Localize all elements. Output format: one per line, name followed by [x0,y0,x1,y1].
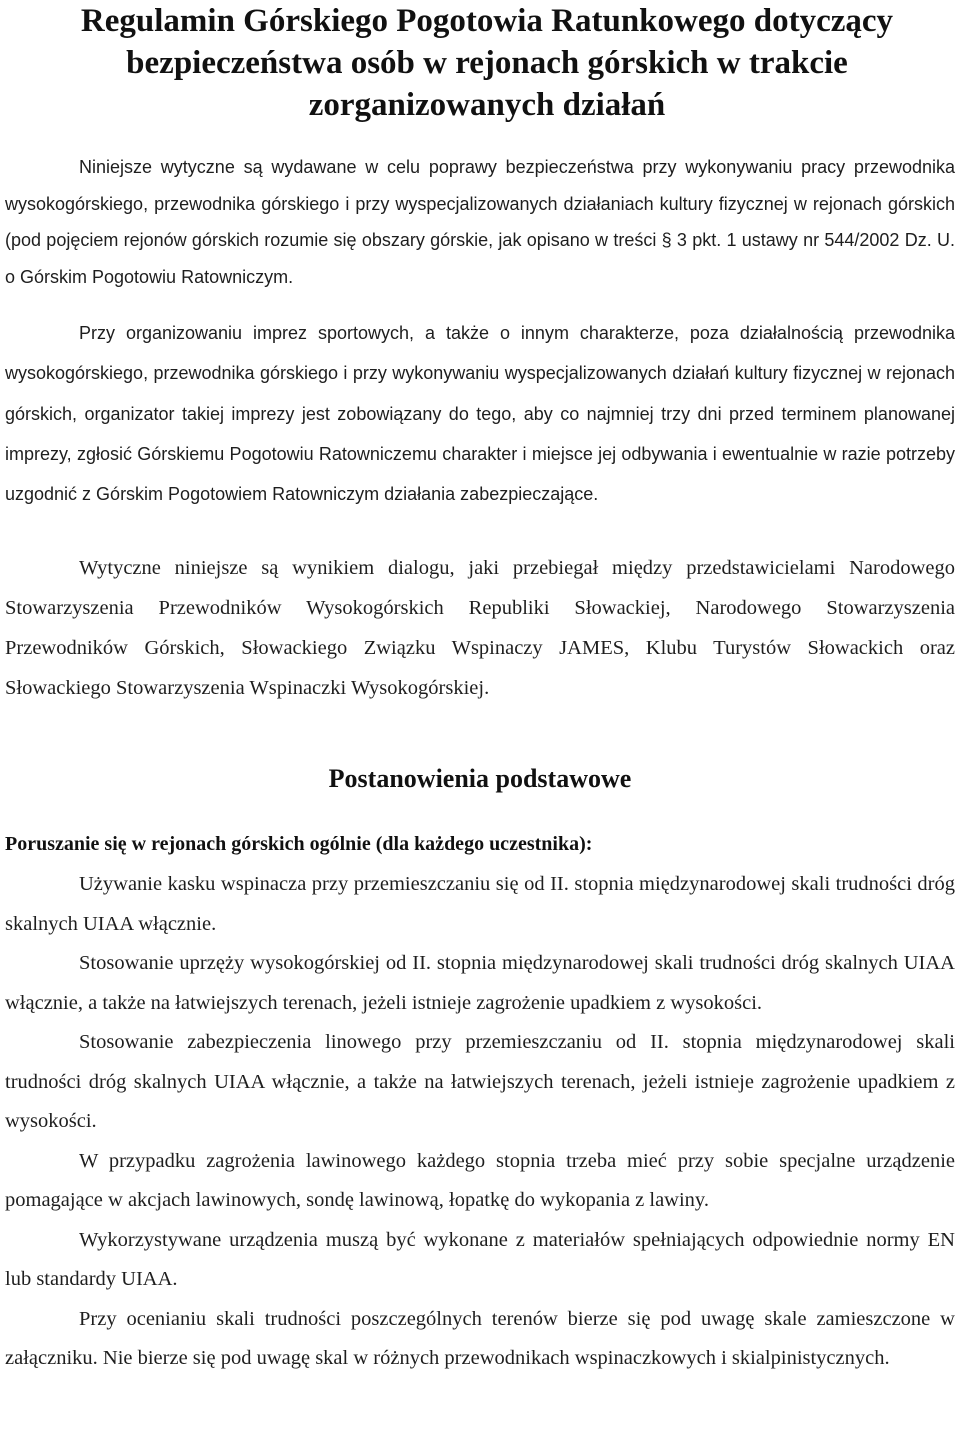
rule-item: W przypadku zagrożenia lawinowego każdego stopnia trzeba mieć przy sobie specjalne urządzenie pomagające w akcjach lawinowych, sondę lawinową, łopatkę do wykopania z lawiny. [5,1149,955,1211]
intro-paragraph: Niniejsze wytyczne są wydawane w celu poprawy bezpieczeństwa przy wykonywaniu pracy przewodnika wysokogórskiego, przewodnika górskiego i przy wyspecjalizowanych działaniach kultury fizycznej w rejonach górskich (pod pojęciem rejonów górskich rozumie się obszary górskie, jak opisano w treści § 3 pkt. 1 ustawy nr 544/2002 Dz. U. o Górskim Pogotowiu Ratowniczym. [5,157,955,287]
dialogue-paragraph: Wytyczne niniejsze są wynikiem dialogu, jaki przebiegał między przedstawicielami Narodowego Stowarzyszenia Przewodników Wysokogórskich Republiki Słowackiej, Narodowego Stowarzyszenia Przewodników Górskich, Słowackiego Związku Wspinaczy JAMES, Klubu Turystów Słowackich oraz Słowackiego Stowarzyszenia Wspinaczki Wysokogórskiej. [5,557,955,699]
rule-item: Stosowanie zabezpieczenia linowego przy przemieszczaniu od II. stopnia międzynarodowej skali trudności dróg skalnych UIAA włącznie, a także na łatwiejszych terenach, jeżeli istnieje zagrożenie upadkiem z wysokości. [5,1031,955,1132]
section-title: Postanowienia podstawowe [328,764,632,793]
rule-item: Używanie kasku wspinacza przy przemieszczaniu się od II. stopnia międzynarodowej skali trudności dróg skalnych UIAA włącznie. [5,873,955,935]
document-title: Regulamin Górskiego Pogotowia Ratunkowego dotyczący bezpieczeństwa osób w rejonach górskich w trakcie zorganizowanych działań [80,3,894,123]
rule-item: Stosowanie uprzęży wysokogórskiej od II. stopnia międzynarodowej skali trudności dróg skalnych UIAA włącznie, a także na łatwiejszych terenach, jeżeli istnieje zagrożenie upadkiem z wysokości. [5,952,955,1014]
rule-item: Wykorzystywane urządzenia muszą być wykonane z materiałów spełniających odpowiednie normy EN lub standardy UIAA. [5,1228,955,1290]
rule-item: Przy ocenianiu skali trudności poszczególnych terenów bierze się pod uwagę skale zamieszczone w załączniku. Nie bierze się pod uwagę skal w różnych przewodnikach wspinaczkowych i skialpinistycznych. [5,1307,955,1369]
rules-list [5,865,955,1379]
subsection-title: Poruszanie się w rejonach górskich ogólnie (dla każdego uczestnika): [5,833,593,855]
organizers-paragraph: Przy organizowaniu imprez sportowych, a także o innym charakterze, poza działalnością przewodnika wysokogórskiego, przewodnika górskiego i przy wykonywaniu wyspecjalizowanych działań kultury fizycznej w rejonach górskich, organizator takiej imprezy jest zobowiązany do tego, aby co najmniej trzy dni przed terminem planowanej imprezy, zgłosić Górskiemu Pogotowiu Ratowniczemu charakter i miejsce jej odbywania i ewentualnie w razie potrzeby uzgodnić z Górskim Pogotowiem Ratowniczym działania zabezpieczające. [5,323,955,505]
